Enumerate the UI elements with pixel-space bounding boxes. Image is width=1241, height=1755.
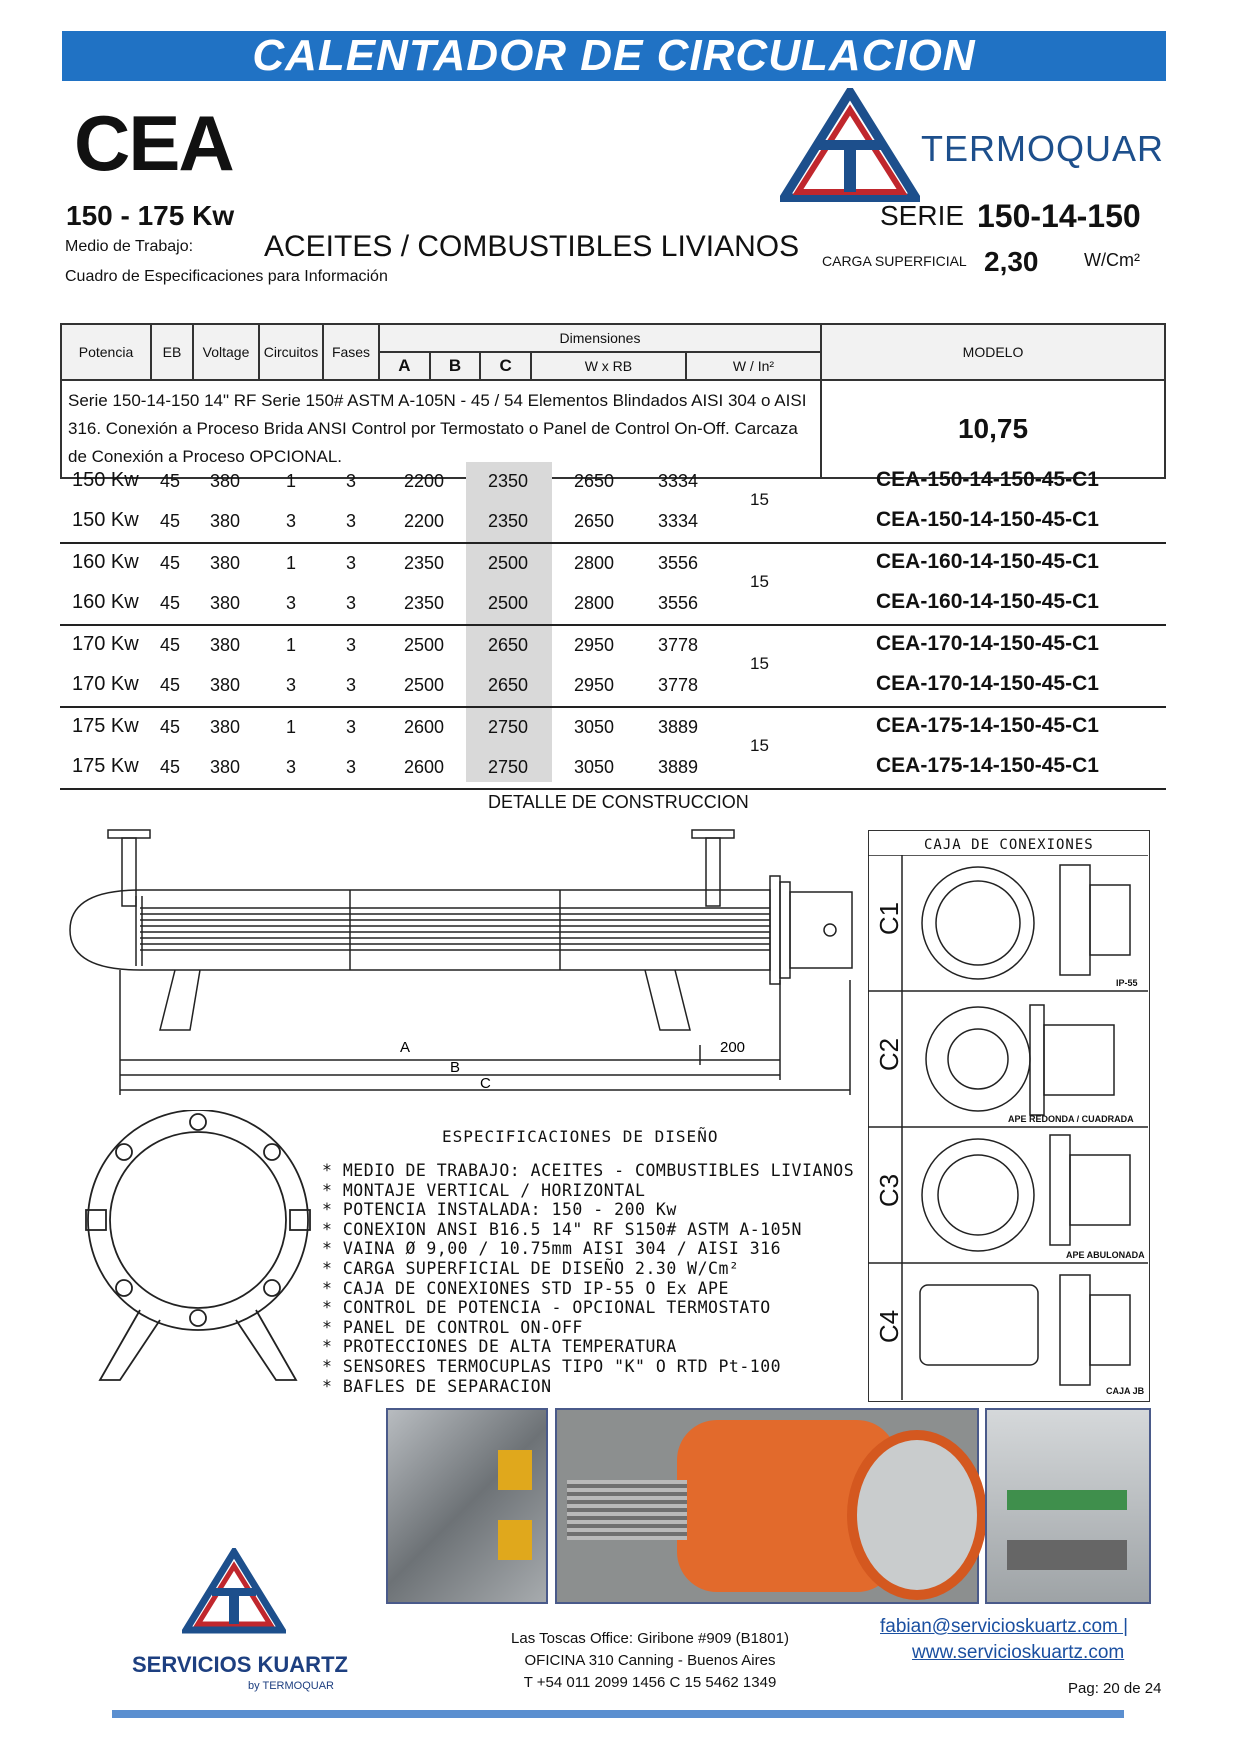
cell-a: 2200 [404, 511, 445, 531]
dim-a-label: A [400, 1039, 411, 1056]
cell-a: 2350 [404, 553, 445, 573]
page-number: Pag: 20 de 24 [1068, 1680, 1162, 1697]
footer-bar [112, 1710, 1124, 1718]
cell-f: 3 [346, 675, 357, 695]
address-line-2: OFICINA 310 Canning - Buenos Aires [524, 1652, 776, 1669]
office-address [440, 1628, 860, 1694]
cell-cc: 2650 [574, 511, 615, 531]
cell-c: 1 [286, 635, 297, 655]
cell-cc: 3050 [574, 717, 615, 737]
cell-v: 380 [210, 471, 241, 491]
col-b: B [430, 352, 481, 380]
cell-f: 3 [346, 635, 357, 655]
medio-label: Medio de Trabajo: [65, 238, 194, 255]
page-banner: CALENTADOR DE CIRCULACION [62, 31, 1166, 81]
cell-pot: 175 Kw [72, 755, 139, 777]
cell-v: 380 [210, 717, 241, 737]
cell-b: 2750 [488, 717, 529, 737]
table-row [60, 462, 1166, 502]
caja-variants-drawing [868, 855, 1148, 1400]
cell-win: 15 [750, 736, 769, 755]
caja-c1-note: IP-55 [1116, 978, 1138, 988]
servicios-kuartz-logo-icon [182, 1548, 286, 1634]
cell-b: 2350 [488, 471, 529, 491]
diameter-value: 10,75 [821, 380, 1165, 478]
cell-w: 3334 [658, 471, 699, 491]
cuadro-label: Cuadro de Especificaciones para Información [65, 268, 388, 285]
cell-m: CEA-160-14-150-45-C1 [876, 550, 1099, 573]
control-panel-photo [386, 1408, 548, 1604]
cell-c: 3 [286, 757, 297, 777]
company-by: by TERMOQUAR [248, 1680, 334, 1692]
cell-pot: 170 Kw [72, 673, 139, 695]
caja-c3-label: C3 [874, 1173, 905, 1208]
col-modelo: MODELO [821, 324, 1165, 380]
spec-item: * BAFLES DE SEPARACION [322, 1376, 552, 1396]
cell-a: 2600 [404, 717, 445, 737]
cell-c: 3 [286, 675, 297, 695]
dim-200-label: 200 [720, 1039, 746, 1056]
row-group [60, 626, 1166, 708]
row-group [60, 544, 1166, 626]
cell-w: 3334 [658, 511, 699, 531]
spec-item: * SENSORES TERMOCUPLAS TIPO "K" O RTD Pt-100 [322, 1356, 782, 1376]
specs-title: ESPECIFICACIONES DE DISEÑO [442, 1127, 719, 1146]
col-dimensiones: Dimensiones [379, 324, 821, 352]
cell-v: 380 [210, 553, 241, 573]
spec-item: * CARGA SUPERFICIAL DE DISEÑO 2.30 W/Cm² [322, 1258, 740, 1278]
cell-eb: 45 [160, 635, 181, 655]
col-circuitos: Circuitos [259, 324, 323, 380]
cell-eb: 45 [160, 593, 181, 613]
cell-eb: 45 [160, 717, 181, 737]
caja-c4-note: CAJA JB [1106, 1386, 1145, 1396]
caja-c3-note: APE ABULONADA [1066, 1250, 1145, 1260]
caja-c1-label: C1 [874, 901, 905, 936]
cell-m: CEA-175-14-150-45-C1 [876, 754, 1099, 777]
caja-c4-label: C4 [874, 1309, 905, 1344]
col-potencia: Potencia [61, 324, 151, 380]
cell-cc: 2950 [574, 635, 615, 655]
cell-v: 380 [210, 757, 241, 777]
cell-eb: 45 [160, 553, 181, 573]
caja-c2-note: APE REDONDA / CUADRADA [1008, 1114, 1134, 1124]
address-line-1: Las Toscas Office: Giribone #909 (B1801) [511, 1630, 789, 1647]
table-row [60, 584, 1166, 624]
heater-elevation-drawing [60, 820, 860, 1100]
carga-value: 2,30 [984, 246, 1039, 277]
carga-label: CARGA SUPERFICIAL [822, 253, 967, 269]
col-wxrb: W x RB [531, 352, 686, 380]
cell-m: CEA-150-14-150-45-C1 [876, 468, 1099, 491]
spec-table-body [60, 462, 1166, 790]
cell-m: CEA-160-14-150-45-C1 [876, 590, 1099, 613]
cell-c: 3 [286, 511, 297, 531]
col-voltage: Voltage [193, 324, 259, 380]
cell-pot: 160 Kw [72, 591, 139, 613]
spec-item: * PANEL DE CONTROL ON-OFF [322, 1317, 583, 1337]
cell-cc: 2800 [574, 553, 615, 573]
spec-item: * CONTROL DE POTENCIA - OPCIONAL TERMOSTATO [322, 1298, 771, 1318]
caja-title: CAJA DE CONEXIONES [924, 837, 1094, 853]
cell-w: 3778 [658, 675, 699, 695]
cell-b: 2350 [488, 511, 529, 531]
spec-item: * POTENCIA INSTALADA: 150 - 200 Kw [322, 1200, 677, 1220]
spec-item: * PROTECCIONES DE ALTA TEMPERATURA [322, 1337, 677, 1357]
cell-pot: 150 Kw [72, 509, 139, 531]
cell-b: 2750 [488, 757, 529, 777]
cell-eb: 45 [160, 511, 181, 531]
cell-w: 3889 [658, 757, 699, 777]
cell-v: 380 [210, 675, 241, 695]
drawing-title: DETALLE DE CONSTRUCCION [488, 792, 749, 812]
cell-v: 380 [210, 635, 241, 655]
col-eb: EB [151, 324, 193, 380]
table-row [60, 748, 1166, 788]
spec-item: * CAJA DE CONEXIONES STD IP-55 O Ex APE [322, 1278, 729, 1298]
email-link[interactable]: fabian@servicioskuartz.com | [880, 1616, 1129, 1637]
design-specs-list [322, 1161, 854, 1396]
cell-v: 380 [210, 593, 241, 613]
cell-w: 3556 [658, 553, 699, 573]
spec-item: * MEDIO DE TRABAJO: ACEITES - COMBUSTIBLES LIVIANOS [322, 1161, 855, 1180]
spec-item: * MONTAJE VERTICAL / HORIZONTAL [322, 1180, 646, 1200]
cell-m: CEA-150-14-150-45-C1 [876, 508, 1099, 531]
cell-w: 3889 [658, 717, 699, 737]
series-description: Serie 150-14-150 14" RF Serie 150# ASTM A-105N - 45 / 54 Elementos Blindados AISI 304 o AISI 316. Conexión a Proceso Brida ANSI Control por Termostato o Panel de Control On-Off. Carcaza de Conexión a Proceso OPCIONAL. [61, 380, 821, 478]
cell-m: CEA-170-14-150-45-C1 [876, 632, 1099, 655]
serie-value: 150-14-150 [977, 198, 1141, 234]
cell-a: 2350 [404, 593, 445, 613]
row-group [60, 708, 1166, 790]
cell-b: 2500 [488, 593, 529, 613]
cell-b: 2650 [488, 635, 529, 655]
cell-eb: 45 [160, 675, 181, 695]
dim-b-label: B [450, 1059, 461, 1076]
cell-cc: 2650 [574, 471, 615, 491]
dim-c-label: C [480, 1075, 491, 1092]
cell-win: 15 [750, 654, 769, 673]
table-row [60, 708, 1166, 748]
cell-w: 3778 [658, 635, 699, 655]
cell-w: 3556 [658, 593, 699, 613]
spec-table-header [60, 323, 1166, 479]
cell-c: 1 [286, 471, 297, 491]
caja-c2-label: C2 [874, 1037, 905, 1072]
cell-pot: 170 Kw [72, 633, 139, 655]
cell-a: 2500 [404, 675, 445, 695]
cell-win: 15 [750, 572, 769, 591]
cell-cc: 3050 [574, 757, 615, 777]
serie-label: SERIE [880, 200, 965, 231]
cell-f: 3 [346, 471, 357, 491]
cell-a: 2200 [404, 471, 445, 491]
row-group [60, 462, 1166, 544]
cell-pot: 175 Kw [72, 715, 139, 737]
website-link[interactable]: www.servicioskuartz.com [912, 1642, 1125, 1663]
spec-item: * CONEXION ANSI B16.5 14" RF S150# ASTM A-105N [322, 1219, 802, 1239]
spec-item: * VAINA Ø 9,00 / 10.75mm AISI 304 / AISI 316 [322, 1239, 782, 1259]
termoquar-logo-icon [780, 88, 920, 202]
col-win: W / In² [686, 352, 821, 380]
company-name: SERVICIOS KUARTZ [132, 1652, 348, 1677]
power-range: 150 - 175 Kw [66, 200, 235, 231]
cell-f: 3 [346, 757, 357, 777]
table-row [60, 666, 1166, 706]
col-a: A [379, 352, 430, 380]
cell-c: 1 [286, 717, 297, 737]
carga-unit: W/Cm² [1084, 250, 1140, 270]
cell-a: 2600 [404, 757, 445, 777]
cell-eb: 45 [160, 757, 181, 777]
cell-c: 3 [286, 593, 297, 613]
cell-b: 2500 [488, 553, 529, 573]
cell-v: 380 [210, 511, 241, 531]
cell-m: CEA-170-14-150-45-C1 [876, 672, 1099, 695]
product-logo: CEA [74, 99, 233, 187]
heater-flange-photo [555, 1408, 979, 1604]
cell-f: 3 [346, 717, 357, 737]
cell-m: CEA-175-14-150-45-C1 [876, 714, 1099, 737]
cell-pot: 150 Kw [72, 469, 139, 491]
cell-win: 15 [750, 490, 769, 509]
cell-c: 1 [286, 553, 297, 573]
cell-f: 3 [346, 511, 357, 531]
cell-b: 2650 [488, 675, 529, 695]
table-row [60, 626, 1166, 666]
cell-f: 3 [346, 593, 357, 613]
cell-pot: 160 Kw [72, 551, 139, 573]
col-c: C [480, 352, 531, 380]
cell-cc: 2800 [574, 593, 615, 613]
col-fases: Fases [323, 324, 379, 380]
cell-a: 2500 [404, 635, 445, 655]
brand-name: TERMOQUAR [921, 128, 1164, 169]
address-line-3: T +54 011 2099 1456 C 15 5462 1349 [523, 1674, 777, 1691]
table-row [60, 544, 1166, 584]
flange-end-view-drawing [80, 1110, 320, 1400]
cell-f: 3 [346, 553, 357, 573]
cell-eb: 45 [160, 471, 181, 491]
cell-cc: 2950 [574, 675, 615, 695]
table-row [60, 502, 1166, 542]
medio-value: ACEITES / COMBUSTIBLES LIVIANOS [264, 230, 800, 263]
electrical-panel-photo [985, 1408, 1151, 1604]
